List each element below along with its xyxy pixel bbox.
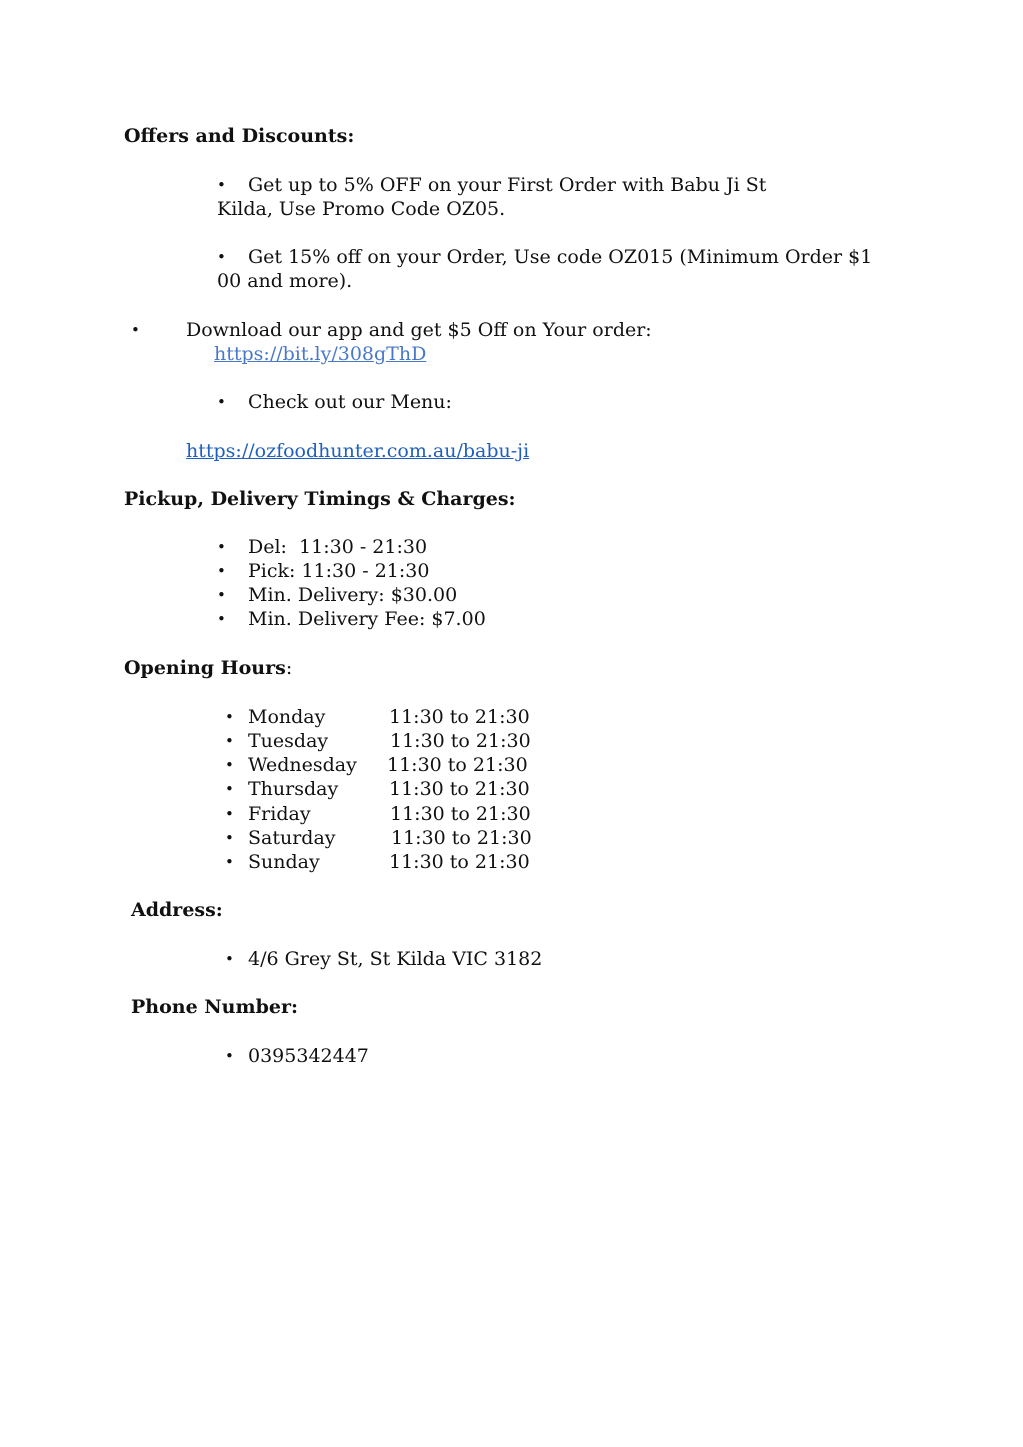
app-offer-text: Download our app and get $5 Off on Your order: bbox=[186, 319, 652, 341]
hours-heading-line bbox=[124, 656, 292, 680]
hours-heading-colon: : bbox=[285, 657, 293, 679]
hours-day: Tuesday bbox=[248, 730, 329, 752]
hours-day: Friday bbox=[248, 803, 311, 825]
bullet-icon: • bbox=[217, 586, 226, 604]
bullet-icon: • bbox=[225, 950, 234, 968]
phone-heading: Phone Number: bbox=[131, 996, 298, 1018]
offer-1-text-cont: Kilda, Use Promo Code OZ05. bbox=[217, 198, 506, 220]
hours-time: 11:30 to 21:30 bbox=[387, 754, 528, 776]
hours-time: 11:30 to 21:30 bbox=[389, 778, 530, 800]
menu-link[interactable]: https://ozfoodhunter.com.au/babu-ji bbox=[186, 440, 530, 462]
offer-2-text: Get 15% off on your Order, Use code OZ015 (Minimum Order $1 bbox=[248, 246, 873, 268]
hours-time: 11:30 to 21:30 bbox=[389, 851, 530, 873]
pickup-item: Pick: 11:30 - 21:30 bbox=[248, 560, 430, 582]
bullet-icon: • bbox=[225, 756, 234, 774]
hours-day: Saturday bbox=[248, 827, 336, 849]
hours-day: Monday bbox=[248, 706, 326, 728]
bullet-icon: • bbox=[225, 780, 234, 798]
hours-day: Sunday bbox=[248, 851, 320, 873]
hours-time: 11:30 to 21:30 bbox=[389, 706, 530, 728]
offer-1-text: Get up to 5% OFF on your First Order with Babu Ji St bbox=[248, 174, 767, 196]
phone-value: 0395342447 bbox=[248, 1045, 369, 1067]
hours-heading: Opening Hours bbox=[124, 657, 286, 679]
offers-heading: Offers and Discounts: bbox=[124, 125, 355, 147]
bullet-icon: • bbox=[225, 829, 234, 847]
bullet-icon: • bbox=[225, 805, 234, 823]
bullet-icon: • bbox=[225, 1047, 234, 1065]
pickup-heading: Pickup, Delivery Timings & Charges: bbox=[124, 488, 516, 510]
hours-time: 11:30 to 21:30 bbox=[390, 803, 531, 825]
bullet-icon: • bbox=[131, 321, 140, 339]
address-value: 4/6 Grey St, St Kilda VIC 3182 bbox=[248, 948, 543, 970]
bullet-icon: • bbox=[217, 538, 226, 556]
hours-day: Wednesday bbox=[248, 754, 357, 776]
menu-text: Check out our Menu: bbox=[248, 391, 452, 413]
bullet-icon: • bbox=[225, 853, 234, 871]
address-heading: Address: bbox=[131, 899, 223, 921]
bullet-icon: • bbox=[217, 248, 226, 266]
bullet-icon: • bbox=[217, 610, 226, 628]
hours-time: 11:30 to 21:30 bbox=[391, 827, 532, 849]
bullet-icon: • bbox=[217, 562, 226, 580]
bullet-icon: • bbox=[217, 176, 226, 194]
hours-day: Thursday bbox=[248, 778, 339, 800]
pickup-item: Min. Delivery Fee: $7.00 bbox=[248, 608, 486, 630]
bullet-icon: • bbox=[217, 393, 226, 411]
hours-time: 11:30 to 21:30 bbox=[390, 730, 531, 752]
pickup-item: Del: 11:30 - 21:30 bbox=[248, 536, 428, 558]
bullet-icon: • bbox=[225, 708, 234, 726]
offer-2-text-cont: 00 and more). bbox=[217, 270, 353, 292]
pickup-item: Min. Delivery: $30.00 bbox=[248, 584, 458, 606]
bullet-icon: • bbox=[225, 732, 234, 750]
app-download-link[interactable]: https://bit.ly/308gThD bbox=[214, 343, 427, 365]
